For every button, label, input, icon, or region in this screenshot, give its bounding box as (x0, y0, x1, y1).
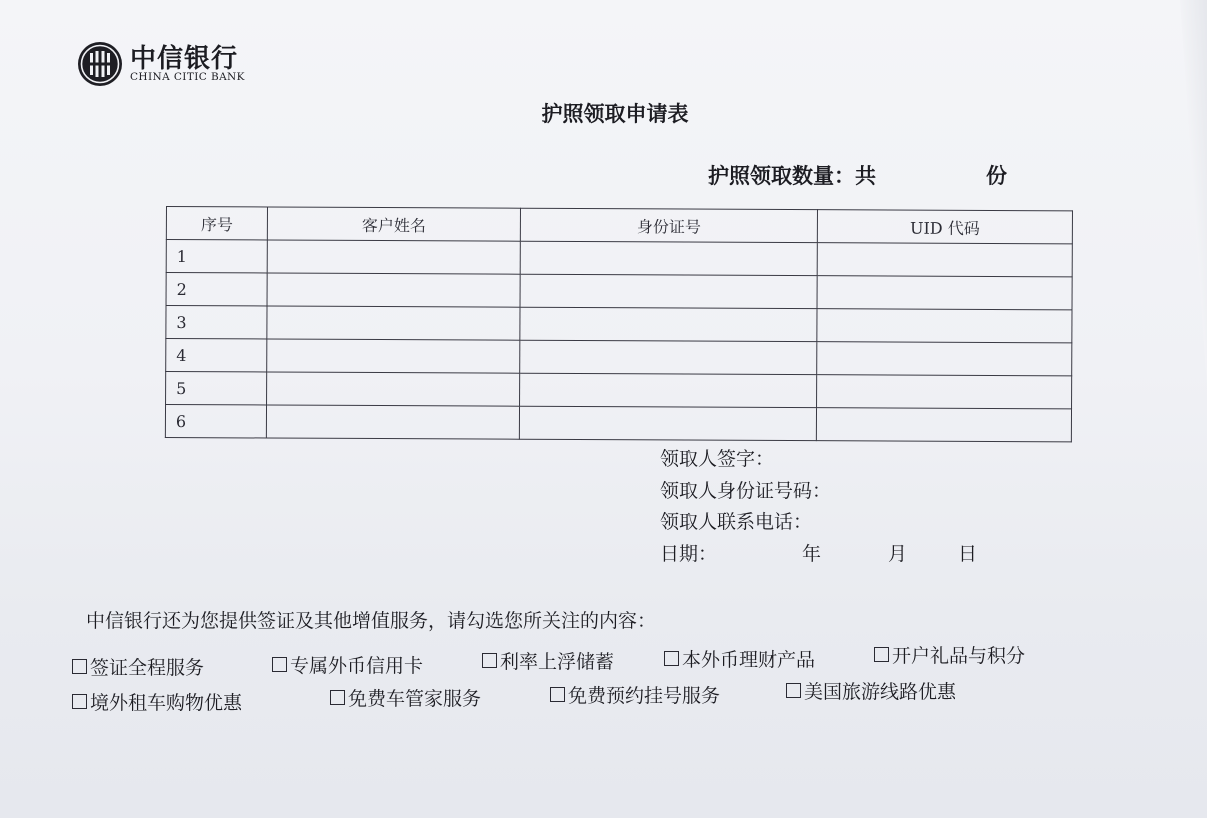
row-number: 2 (166, 273, 267, 306)
customer-name-cell[interactable] (267, 240, 520, 274)
date-day: 日 (958, 542, 978, 565)
id-number-cell[interactable] (520, 241, 817, 275)
option-car-butler[interactable] (330, 684, 481, 711)
signature-block (660, 444, 977, 570)
row-number: 4 (166, 339, 267, 372)
option-label: 境外租车购物优惠 (90, 692, 243, 714)
row-number: 5 (166, 372, 267, 405)
date-year: 年 (802, 542, 822, 565)
id-number-cell[interactable] (520, 340, 817, 374)
customer-name-cell[interactable] (266, 405, 519, 439)
uid-cell[interactable] (817, 375, 1072, 409)
option-label: 本外币理财产品 (682, 649, 816, 671)
passport-count-label: 护照领取数量：共 (708, 163, 876, 188)
header-uid: UID 代码 (817, 210, 1072, 244)
date-field[interactable] (660, 539, 977, 571)
table-row (166, 240, 1072, 277)
checkbox[interactable] (550, 687, 565, 702)
customer-name-cell[interactable] (267, 372, 520, 406)
uid-cell[interactable] (817, 276, 1072, 310)
bank-name-en: CHINA CITIC BANK (130, 71, 245, 83)
option-label: 利率上浮储蓄 (500, 651, 615, 673)
date-month: 月 (888, 542, 908, 565)
form-title: 护照领取申请表 (541, 101, 689, 126)
header-id-number: 身份证号 (520, 208, 817, 242)
checkbox[interactable] (72, 659, 87, 674)
uid-cell[interactable] (817, 243, 1072, 277)
table-row (166, 306, 1072, 343)
bank-logo (76, 38, 276, 88)
option-savings[interactable] (482, 647, 614, 674)
uid-cell[interactable] (817, 309, 1072, 343)
table-header-row (166, 207, 1072, 244)
header-customer-name: 客户姓名 (267, 207, 520, 241)
option-hospital-booking[interactable] (550, 681, 720, 708)
checkbox[interactable] (786, 683, 801, 698)
services-intro: 中信银行还为您提供签证及其他增值服务，请勾选您所关注的内容： (86, 610, 657, 632)
row-number: 3 (166, 306, 267, 339)
option-label: 美国旅游线路优惠 (804, 681, 957, 703)
table-row (166, 273, 1072, 310)
option-label: 免费预约挂号服务 (568, 685, 721, 707)
table-row (165, 405, 1071, 442)
header-serial: 序号 (166, 207, 267, 240)
id-number-cell[interactable] (519, 406, 816, 440)
option-credit-card[interactable] (272, 651, 423, 678)
id-number-cell[interactable] (520, 274, 817, 308)
option-visa-service[interactable] (72, 653, 204, 680)
option-label: 专属外币信用卡 (290, 655, 424, 677)
passport-count-unit: 份 (986, 163, 1007, 188)
passport-table (165, 206, 1073, 442)
signer-signature-field[interactable]: 领取人签字： (660, 448, 775, 470)
checkbox[interactable] (272, 657, 287, 672)
option-wealth-products[interactable] (664, 645, 815, 672)
table-row (166, 339, 1072, 376)
checkbox[interactable] (482, 653, 497, 668)
id-number-cell[interactable] (520, 373, 817, 407)
checkbox[interactable] (664, 651, 679, 666)
checkbox[interactable] (330, 690, 345, 705)
option-car-rental-shopping[interactable] (72, 688, 242, 715)
option-label: 免费车管家服务 (348, 688, 482, 710)
customer-name-cell[interactable] (267, 306, 520, 340)
checkbox[interactable] (72, 694, 87, 709)
customer-name-cell[interactable] (267, 339, 520, 373)
signer-id-field[interactable]: 领取人身份证号码： (660, 479, 832, 502)
checkbox[interactable] (874, 647, 889, 662)
option-label: 签证全程服务 (90, 657, 205, 679)
option-gifts-points[interactable] (874, 641, 1025, 668)
date-label: 日期： (660, 542, 718, 565)
citic-logo-icon (76, 40, 124, 88)
id-number-cell[interactable] (520, 307, 817, 341)
table-row (166, 372, 1072, 409)
option-label: 开户礼品与积分 (892, 645, 1026, 667)
option-us-travel[interactable] (786, 677, 956, 704)
row-number: 6 (165, 405, 266, 438)
uid-cell[interactable] (817, 342, 1072, 376)
signer-phone-field[interactable]: 领取人联系电话： (660, 511, 813, 533)
uid-cell[interactable] (816, 408, 1071, 442)
bank-name-cn: 中信银行 (130, 44, 239, 74)
customer-name-cell[interactable] (267, 273, 520, 307)
row-number: 1 (166, 240, 267, 273)
passport-count (708, 160, 1007, 190)
